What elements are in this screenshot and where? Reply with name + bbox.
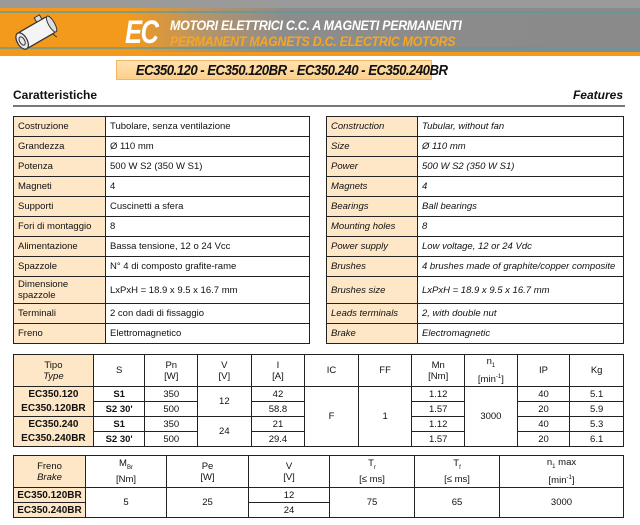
feature-value: Elettromagnetico bbox=[106, 324, 310, 344]
feature-label: Costruzione bbox=[14, 117, 106, 137]
i-cell: 29.4 bbox=[251, 432, 305, 447]
header-brake-v-unit: [V] bbox=[283, 471, 295, 483]
feature-label: Freno bbox=[14, 324, 106, 344]
feature-row bbox=[14, 197, 310, 217]
feature-label: Power bbox=[327, 157, 418, 177]
feature-label: Leads terminals bbox=[327, 304, 418, 324]
feature-value: 8 bbox=[418, 217, 624, 237]
header-mn-unit: [Nm] bbox=[428, 370, 449, 382]
banner-title-english: PERMANENT MAGNETS D.C. ELECTRIC MOTORS bbox=[170, 34, 456, 49]
header-pn-label: Pn bbox=[165, 359, 178, 371]
i-cell: 42 bbox=[251, 387, 305, 402]
ip-cell: 40 bbox=[517, 387, 570, 402]
feature-row bbox=[327, 217, 624, 237]
header-mbr-label: M bbox=[119, 458, 127, 470]
header-n1-close: ] bbox=[501, 374, 504, 386]
feature-value: Cuscinetti a sfera bbox=[106, 197, 310, 217]
header-n1max-sup: -1 bbox=[566, 474, 572, 481]
s-cell: S1 bbox=[93, 417, 145, 432]
header-n1-sup: -1 bbox=[495, 373, 502, 380]
header-i-label: I bbox=[276, 359, 280, 371]
ip-cell: 40 bbox=[517, 417, 570, 432]
header-tf-sub: f bbox=[459, 464, 461, 471]
header-type-label: Type bbox=[43, 370, 64, 382]
banner-stripe bbox=[0, 11, 640, 13]
feature-row bbox=[14, 304, 310, 324]
kg-cell: 6.1 bbox=[570, 432, 624, 447]
s-cell: S2 30' bbox=[93, 402, 145, 417]
header-pe-unit: [W] bbox=[200, 471, 215, 483]
brake-model-cell: EC350.240BR bbox=[14, 503, 86, 518]
feature-label: Supporti bbox=[14, 197, 106, 217]
model-name: EC350.120BR bbox=[21, 402, 86, 414]
header-n1max bbox=[500, 456, 624, 488]
feature-value: Ø 110 mm bbox=[106, 137, 310, 157]
pn-cell: 500 bbox=[145, 402, 198, 417]
pn-cell: 350 bbox=[145, 387, 198, 402]
section-header bbox=[13, 88, 625, 107]
header-v-unit: [V] bbox=[218, 370, 231, 382]
mn-cell: 1.57 bbox=[412, 432, 465, 447]
header-mbr-unit: [Nm] bbox=[115, 473, 137, 485]
tr-cell: 75 bbox=[330, 488, 415, 518]
brake-model-cell: EC350.120BR bbox=[14, 488, 86, 503]
feature-row bbox=[327, 257, 624, 277]
i-cell: 58.8 bbox=[251, 402, 305, 417]
banner-title-italian: MOTORI ELETTRICI C.C. A MAGNETI PERMANENTI bbox=[170, 18, 462, 33]
header-n1max-close: ] bbox=[571, 475, 575, 487]
feature-label: Spazzole bbox=[14, 257, 106, 277]
feature-label: Brushes bbox=[327, 257, 418, 277]
header-brake-v-label: V bbox=[285, 460, 293, 472]
feature-row bbox=[327, 137, 624, 157]
model-cell bbox=[14, 387, 94, 417]
spec-header-row bbox=[14, 355, 624, 387]
feature-value: Tubular, without fan bbox=[418, 117, 624, 137]
feature-label: Brake bbox=[327, 324, 418, 344]
spec-row bbox=[14, 387, 624, 402]
feature-label: Fori di montaggio bbox=[14, 217, 106, 237]
feature-row bbox=[327, 197, 624, 217]
header-pn bbox=[145, 355, 198, 387]
header-pe bbox=[167, 456, 249, 488]
header-n1-unit: [min bbox=[477, 374, 496, 386]
banner-underline bbox=[0, 52, 640, 56]
header-mbr bbox=[86, 456, 167, 488]
kg-cell: 5.9 bbox=[570, 402, 624, 417]
brake-row bbox=[14, 488, 624, 503]
feature-row bbox=[327, 237, 624, 257]
feature-value: Bassa tensione, 12 o 24 Vcc bbox=[106, 237, 310, 257]
header-n1-sub: 1 bbox=[491, 362, 496, 369]
n1max-cell: 3000 bbox=[500, 488, 624, 518]
header-ff bbox=[358, 355, 412, 387]
feature-value: N° 4 di composto grafite-rame bbox=[106, 257, 310, 277]
s-cell: S1 bbox=[93, 387, 145, 402]
feature-value: 2, with double nut bbox=[418, 304, 624, 324]
feature-value: Low voltage, 12 or 24 Vdc bbox=[418, 237, 624, 257]
header-brake bbox=[14, 456, 86, 488]
mn-cell: 1.12 bbox=[412, 417, 465, 432]
feature-value: Electromagnetic bbox=[418, 324, 624, 344]
brake-header-row bbox=[14, 456, 624, 488]
header-i bbox=[251, 355, 305, 387]
feature-value: Ø 110 mm bbox=[418, 137, 624, 157]
feature-value: 500 W S2 (350 W S1) bbox=[106, 157, 310, 177]
feature-row bbox=[14, 217, 310, 237]
feature-row bbox=[14, 177, 310, 197]
feature-value: LxPxH = 18.9 x 9.5 x 16.7 mm bbox=[106, 277, 310, 304]
header-mbr-sub: Br bbox=[126, 464, 133, 471]
feature-value: Ball bearings bbox=[418, 197, 624, 217]
feature-row bbox=[327, 324, 624, 344]
feature-label: Size bbox=[327, 137, 418, 157]
specifications-table bbox=[13, 354, 624, 447]
models-title: EC350.120 - EC350.120BR - EC350.240 - EC350.240BR bbox=[135, 62, 448, 79]
model-name: EC350.240BR bbox=[21, 432, 86, 444]
header-s bbox=[93, 355, 145, 387]
header-brake-v bbox=[249, 456, 330, 488]
model-name: EC350.240 bbox=[28, 418, 79, 430]
feature-label: Magneti bbox=[14, 177, 106, 197]
header-n1-label: n bbox=[486, 355, 492, 367]
header-banner bbox=[0, 0, 640, 52]
pn-cell: 500 bbox=[145, 432, 198, 447]
mn-cell: 1.57 bbox=[412, 402, 465, 417]
mn-cell: 1.12 bbox=[412, 387, 465, 402]
header-brake-label: Brake bbox=[37, 471, 62, 483]
header-n1max-sub: 1 bbox=[552, 463, 556, 470]
header-pn-unit: [W] bbox=[164, 370, 179, 382]
feature-label: Alimentazione bbox=[14, 237, 106, 257]
feature-row bbox=[327, 157, 624, 177]
header-n1 bbox=[465, 355, 518, 387]
feature-value: 2 con dadi di fissaggio bbox=[106, 304, 310, 324]
motor-icon bbox=[8, 12, 64, 54]
header-tf-label: T bbox=[453, 458, 460, 470]
feature-label: Potenza bbox=[14, 157, 106, 177]
feature-value: 4 bbox=[418, 177, 624, 197]
feature-row bbox=[14, 237, 310, 257]
ip-cell: 20 bbox=[517, 432, 570, 447]
header-kg bbox=[570, 355, 624, 387]
feature-value: Tubolare, senza ventilazione bbox=[106, 117, 310, 137]
feature-row bbox=[14, 257, 310, 277]
brake-v-cell: 12 bbox=[249, 488, 330, 503]
header-tipo-label: Tipo bbox=[44, 359, 63, 371]
features-table-italian bbox=[13, 116, 310, 344]
features-table-english bbox=[326, 116, 624, 344]
brake-v-cell: 24 bbox=[249, 503, 330, 518]
header-ic-label: IC bbox=[326, 365, 337, 376]
i-cell: 21 bbox=[251, 417, 305, 432]
ip-cell: 20 bbox=[517, 402, 570, 417]
feature-row bbox=[327, 277, 624, 304]
header-n1max-unit: [min bbox=[548, 475, 567, 487]
brake-table bbox=[13, 455, 624, 518]
header-v-label: V bbox=[221, 359, 228, 371]
header-type bbox=[14, 355, 94, 387]
feature-label: Brushes size bbox=[327, 277, 418, 304]
feature-row bbox=[14, 324, 310, 344]
header-freno-label: Freno bbox=[37, 460, 62, 472]
section-title-italian: Caratteristiche bbox=[13, 88, 98, 102]
header-tr bbox=[330, 456, 415, 488]
mbr-cell: 5 bbox=[86, 488, 167, 518]
feature-value: 500 W S2 (350 W S1) bbox=[418, 157, 624, 177]
v-cell: 12 bbox=[198, 387, 252, 417]
model-name: EC350.120 bbox=[28, 388, 79, 400]
feature-label: Dimensione spazzole bbox=[14, 277, 106, 304]
feature-value: 8 bbox=[106, 217, 310, 237]
model-cell bbox=[14, 417, 94, 447]
models-title-bar bbox=[116, 60, 448, 80]
header-tr-sub: r bbox=[373, 464, 376, 471]
kg-cell: 5.3 bbox=[570, 417, 624, 432]
pe-cell: 25 bbox=[167, 488, 249, 518]
feature-value: 4 bbox=[106, 177, 310, 197]
header-n1max-label: n bbox=[546, 456, 553, 468]
header-tf bbox=[415, 456, 500, 488]
header-mn-label: Mn bbox=[431, 359, 445, 371]
feature-label: Grandezza bbox=[14, 137, 106, 157]
feature-row bbox=[327, 117, 624, 137]
header-ip bbox=[517, 355, 570, 387]
ec-logo: EC bbox=[125, 14, 158, 50]
feature-value: LxPxH = 18.9 x 9.5 x 16.7 mm bbox=[418, 277, 624, 304]
header-n1max-rest: max bbox=[555, 456, 577, 468]
feature-row bbox=[14, 117, 310, 137]
feature-label: Mounting holes bbox=[327, 217, 418, 237]
ff-cell: 1 bbox=[358, 387, 412, 447]
feature-row bbox=[14, 277, 310, 304]
feature-row bbox=[14, 137, 310, 157]
header-tr-label: T bbox=[368, 458, 374, 470]
header-ip-label: IP bbox=[539, 365, 549, 376]
header-s-label: S bbox=[115, 365, 123, 376]
pn-cell: 350 bbox=[145, 417, 198, 432]
feature-label: Bearings bbox=[327, 197, 418, 217]
header-ff-label: FF bbox=[379, 365, 391, 376]
tf-cell: 65 bbox=[415, 488, 500, 518]
header-ic bbox=[305, 355, 359, 387]
ic-cell: F bbox=[305, 387, 359, 447]
feature-row bbox=[327, 304, 624, 324]
feature-row bbox=[327, 177, 624, 197]
v-cell: 24 bbox=[198, 417, 252, 447]
feature-value: 4 brushes made of graphite/copper composite bbox=[418, 257, 624, 277]
feature-label: Terminali bbox=[14, 304, 106, 324]
kg-cell: 5.1 bbox=[570, 387, 624, 402]
header-pe-label: Pe bbox=[201, 460, 214, 472]
feature-label: Construction bbox=[327, 117, 418, 137]
feature-row bbox=[14, 157, 310, 177]
feature-label: Magnets bbox=[327, 177, 418, 197]
section-title-english: Features bbox=[572, 88, 623, 102]
header-mn bbox=[412, 355, 465, 387]
header-tf-unit: [≤ ms] bbox=[444, 473, 470, 485]
header-v bbox=[198, 355, 252, 387]
header-kg-label: Kg bbox=[590, 365, 603, 376]
feature-label: Power supply bbox=[327, 237, 418, 257]
s-cell: S2 30' bbox=[93, 432, 145, 447]
header-tr-unit: [≤ ms] bbox=[359, 473, 385, 485]
n1-cell: 3000 bbox=[465, 387, 518, 447]
header-i-unit: [A] bbox=[272, 370, 284, 382]
